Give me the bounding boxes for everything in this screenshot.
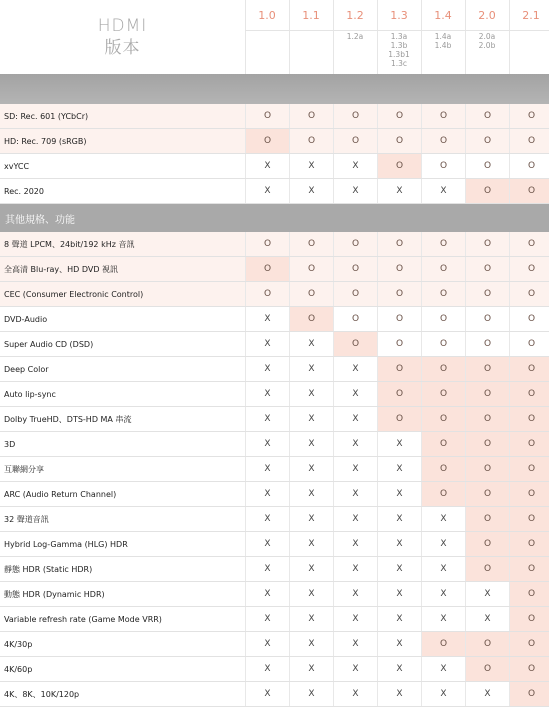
supported-mark: O — [509, 607, 549, 631]
supported-mark: O — [465, 307, 509, 331]
table-row — [0, 357, 549, 382]
unsupported-mark: X — [245, 532, 289, 556]
supported-mark: O — [377, 104, 421, 128]
feature-label: Auto lip-sync — [4, 389, 56, 399]
unsupported-mark: X — [465, 682, 509, 706]
unsupported-mark: X — [377, 432, 421, 456]
unsupported-mark: X — [421, 532, 465, 556]
version-column-header — [509, 0, 549, 74]
unsupported-mark: X — [289, 332, 333, 356]
supported-mark: O — [377, 232, 421, 256]
feature-label: 全高清 Blu-ray、HD DVD 視訊 — [4, 264, 119, 274]
unsupported-mark: X — [333, 407, 377, 431]
feature-label: Variable refresh rate (Game Mode VRR) — [4, 614, 162, 624]
unsupported-mark: X — [245, 657, 289, 681]
supported-mark: O — [509, 232, 549, 256]
supported-mark: O — [509, 282, 549, 306]
sub-version-label: 2.0a — [478, 32, 496, 41]
feature-label: 4K/30p — [4, 639, 33, 649]
unsupported-mark: X — [333, 632, 377, 656]
table-row — [0, 582, 549, 607]
feature-label: CEC (Consumer Electronic Control) — [4, 289, 144, 299]
unsupported-mark: X — [289, 382, 333, 406]
supported-mark: O — [333, 332, 377, 356]
feature-label: HD: Rec. 709 (sRGB) — [4, 136, 87, 146]
unsupported-mark: X — [289, 457, 333, 481]
unsupported-mark: X — [421, 682, 465, 706]
unsupported-mark: X — [377, 632, 421, 656]
supported-mark: O — [377, 282, 421, 306]
feature-label: 32 聲道音訊 — [4, 514, 49, 524]
unsupported-mark: X — [245, 557, 289, 581]
supported-mark: O — [421, 154, 465, 178]
supported-mark: O — [465, 407, 509, 431]
feature-label: 8 聲道 LPCM、24bit/192 kHz 音訊 — [4, 239, 135, 249]
unsupported-mark: X — [289, 657, 333, 681]
unsupported-mark: X — [377, 457, 421, 481]
table-row — [0, 507, 549, 532]
supported-mark: O — [377, 357, 421, 381]
unsupported-mark: X — [377, 557, 421, 581]
version-column-header — [289, 0, 333, 74]
unsupported-mark: X — [245, 632, 289, 656]
supported-mark: O — [377, 129, 421, 153]
supported-mark: O — [333, 282, 377, 306]
feature-label: SD: Rec. 601 (YCbCr) — [4, 111, 89, 121]
section-header — [0, 204, 549, 232]
unsupported-mark: X — [289, 482, 333, 506]
unsupported-mark: X — [333, 457, 377, 481]
supported-mark: O — [509, 179, 549, 203]
supported-mark: O — [333, 129, 377, 153]
unsupported-mark: X — [245, 482, 289, 506]
table-header — [0, 0, 549, 74]
supported-mark: O — [465, 357, 509, 381]
unsupported-mark: X — [289, 632, 333, 656]
supported-mark: O — [509, 382, 549, 406]
supported-mark: O — [465, 657, 509, 681]
unsupported-mark: X — [245, 407, 289, 431]
sub-version-label: 1.4b — [434, 41, 452, 50]
unsupported-mark: X — [333, 382, 377, 406]
supported-mark: O — [377, 257, 421, 281]
supported-mark: O — [465, 382, 509, 406]
unsupported-mark: X — [289, 532, 333, 556]
feature-label: 4K、8K、10K/120p — [4, 689, 80, 699]
supported-mark: O — [377, 382, 421, 406]
unsupported-mark: X — [333, 582, 377, 606]
supported-mark: O — [421, 407, 465, 431]
version-column-header — [465, 0, 509, 74]
supported-mark: O — [465, 257, 509, 281]
unsupported-mark: X — [245, 432, 289, 456]
unsupported-mark: X — [333, 607, 377, 631]
title-line-2: 版本 — [104, 38, 141, 58]
unsupported-mark: X — [333, 507, 377, 531]
supported-mark: O — [245, 257, 289, 281]
supported-mark: O — [245, 104, 289, 128]
supported-mark: O — [421, 282, 465, 306]
sub-version-list — [421, 32, 465, 50]
supported-mark: O — [245, 129, 289, 153]
unsupported-mark: X — [333, 432, 377, 456]
supported-mark: O — [465, 432, 509, 456]
table-row — [0, 382, 549, 407]
unsupported-mark: X — [289, 582, 333, 606]
supported-mark: O — [245, 232, 289, 256]
version-label: 1.1 — [289, 0, 333, 31]
unsupported-mark: X — [465, 582, 509, 606]
table-row — [0, 457, 549, 482]
unsupported-mark: X — [333, 154, 377, 178]
feature-label: Hybrid Log-Gamma (HLG) HDR — [4, 539, 128, 549]
feature-label: 3D — [4, 439, 16, 449]
feature-label: 互聯網分享 — [4, 464, 44, 474]
supported-mark: O — [289, 307, 333, 331]
supported-mark: O — [289, 257, 333, 281]
section-title: 其他規格、功能 — [5, 214, 75, 226]
supported-mark: O — [421, 357, 465, 381]
supported-mark: O — [421, 632, 465, 656]
supported-mark: O — [509, 582, 549, 606]
section-header — [0, 74, 549, 104]
version-label: 1.0 — [245, 0, 289, 31]
supported-mark: O — [377, 332, 421, 356]
table-row — [0, 332, 549, 357]
supported-mark: O — [289, 232, 333, 256]
table-title — [0, 0, 245, 74]
supported-mark: O — [509, 154, 549, 178]
feature-label: 動態 HDR (Dynamic HDR) — [4, 589, 105, 599]
supported-mark: O — [421, 104, 465, 128]
unsupported-mark: X — [245, 154, 289, 178]
table-row — [0, 179, 549, 204]
unsupported-mark: X — [289, 357, 333, 381]
supported-mark: O — [465, 282, 509, 306]
unsupported-mark: X — [333, 682, 377, 706]
feature-label: DVD-Audio — [4, 314, 48, 324]
supported-mark: O — [333, 232, 377, 256]
table-row — [0, 632, 549, 657]
table-row — [0, 257, 549, 282]
table-row — [0, 532, 549, 557]
feature-label: Deep Color — [4, 364, 49, 374]
unsupported-mark: X — [377, 532, 421, 556]
supported-mark: O — [421, 257, 465, 281]
unsupported-mark: X — [245, 357, 289, 381]
supported-mark: O — [333, 307, 377, 331]
sub-version-label: 1.3b1 — [388, 50, 410, 59]
supported-mark: O — [465, 557, 509, 581]
feature-label: Dolby TrueHD、DTS-HD MA 串流 — [4, 414, 132, 424]
sub-version-label: 1.2a — [346, 32, 364, 41]
unsupported-mark: X — [465, 607, 509, 631]
supported-mark: O — [509, 457, 549, 481]
table-row — [0, 482, 549, 507]
unsupported-mark: X — [289, 154, 333, 178]
unsupported-mark: X — [245, 457, 289, 481]
version-label: 2.0 — [465, 0, 509, 31]
feature-label: xvYCC — [4, 161, 30, 171]
supported-mark: O — [465, 482, 509, 506]
supported-mark: O — [421, 232, 465, 256]
supported-mark: O — [465, 154, 509, 178]
sub-version-list — [465, 32, 509, 50]
unsupported-mark: X — [245, 179, 289, 203]
unsupported-mark: X — [421, 582, 465, 606]
feature-label: Super Audio CD (DSD) — [4, 339, 94, 349]
table-row — [0, 557, 549, 582]
unsupported-mark: X — [377, 607, 421, 631]
table-row — [0, 129, 549, 154]
unsupported-mark: X — [377, 582, 421, 606]
supported-mark: O — [465, 332, 509, 356]
unsupported-mark: X — [289, 557, 333, 581]
sub-version-list — [377, 32, 421, 68]
supported-mark: O — [333, 257, 377, 281]
version-column-header — [377, 0, 421, 74]
supported-mark: O — [377, 407, 421, 431]
supported-mark: O — [509, 657, 549, 681]
unsupported-mark: X — [289, 682, 333, 706]
feature-label: Rec. 2020 — [4, 186, 44, 196]
supported-mark: O — [465, 457, 509, 481]
supported-mark: O — [509, 682, 549, 706]
supported-mark: O — [509, 532, 549, 556]
supported-mark: O — [465, 104, 509, 128]
title-line-1: HDMI — [97, 16, 148, 36]
supported-mark: O — [465, 232, 509, 256]
unsupported-mark: X — [245, 507, 289, 531]
unsupported-mark: X — [289, 507, 333, 531]
unsupported-mark: X — [245, 682, 289, 706]
version-label: 2.1 — [509, 0, 549, 31]
unsupported-mark: X — [421, 607, 465, 631]
table-row — [0, 154, 549, 179]
supported-mark: O — [509, 357, 549, 381]
sub-version-label: 1.3a — [390, 32, 408, 41]
unsupported-mark: X — [245, 382, 289, 406]
version-label: 1.2 — [333, 0, 377, 31]
unsupported-mark: X — [289, 432, 333, 456]
supported-mark: O — [245, 282, 289, 306]
supported-mark: O — [509, 257, 549, 281]
supported-mark: O — [509, 129, 549, 153]
unsupported-mark: X — [289, 407, 333, 431]
unsupported-mark: X — [245, 307, 289, 331]
feature-label: ARC (Audio Return Channel) — [4, 489, 117, 499]
supported-mark: O — [289, 282, 333, 306]
feature-label: 4K/60p — [4, 664, 33, 674]
supported-mark: O — [465, 507, 509, 531]
unsupported-mark: X — [333, 657, 377, 681]
unsupported-mark: X — [421, 507, 465, 531]
version-label: 1.4 — [421, 0, 465, 31]
supported-mark: O — [421, 482, 465, 506]
sub-version-label: 1.3b — [390, 41, 408, 50]
feature-label: 靜態 HDR (Static HDR) — [4, 564, 93, 574]
supported-mark: O — [465, 532, 509, 556]
supported-mark: O — [465, 632, 509, 656]
unsupported-mark: X — [421, 657, 465, 681]
supported-mark: O — [333, 104, 377, 128]
supported-mark: O — [421, 332, 465, 356]
supported-mark: O — [421, 457, 465, 481]
unsupported-mark: X — [377, 507, 421, 531]
version-column-header — [245, 0, 289, 74]
unsupported-mark: X — [333, 482, 377, 506]
supported-mark: O — [289, 104, 333, 128]
table-row — [0, 307, 549, 332]
unsupported-mark: X — [245, 332, 289, 356]
table-row — [0, 657, 549, 682]
unsupported-mark: X — [245, 607, 289, 631]
supported-mark: O — [509, 557, 549, 581]
table-row — [0, 607, 549, 632]
table-row — [0, 104, 549, 129]
supported-mark: O — [465, 129, 509, 153]
supported-mark: O — [509, 104, 549, 128]
sub-version-label: 1.3c — [390, 59, 408, 68]
version-label: 1.3 — [377, 0, 421, 31]
unsupported-mark: X — [377, 657, 421, 681]
version-column-header — [333, 0, 377, 74]
supported-mark: O — [421, 129, 465, 153]
supported-mark: O — [509, 632, 549, 656]
supported-mark: O — [421, 382, 465, 406]
supported-mark: O — [509, 307, 549, 331]
unsupported-mark: X — [421, 557, 465, 581]
sub-version-list — [333, 32, 377, 41]
supported-mark: O — [509, 332, 549, 356]
unsupported-mark: X — [289, 607, 333, 631]
supported-mark: O — [421, 432, 465, 456]
supported-mark: O — [377, 154, 421, 178]
unsupported-mark: X — [333, 557, 377, 581]
supported-mark: O — [465, 179, 509, 203]
unsupported-mark: X — [377, 179, 421, 203]
supported-mark: O — [421, 307, 465, 331]
sub-version-label: 1.4a — [434, 32, 452, 41]
supported-mark: O — [509, 482, 549, 506]
table-row — [0, 407, 549, 432]
sub-version-label: 2.0b — [478, 41, 496, 50]
table-row — [0, 232, 549, 257]
supported-mark: O — [509, 432, 549, 456]
unsupported-mark: X — [377, 482, 421, 506]
supported-mark: O — [509, 407, 549, 431]
table-row — [0, 282, 549, 307]
unsupported-mark: X — [377, 682, 421, 706]
unsupported-mark: X — [245, 582, 289, 606]
version-column-header — [421, 0, 465, 74]
table-row — [0, 682, 549, 707]
unsupported-mark: X — [333, 532, 377, 556]
unsupported-mark: X — [333, 179, 377, 203]
unsupported-mark: X — [421, 179, 465, 203]
table-row — [0, 432, 549, 457]
supported-mark: O — [509, 507, 549, 531]
supported-mark: O — [377, 307, 421, 331]
unsupported-mark: X — [289, 179, 333, 203]
supported-mark: O — [289, 129, 333, 153]
unsupported-mark: X — [333, 357, 377, 381]
